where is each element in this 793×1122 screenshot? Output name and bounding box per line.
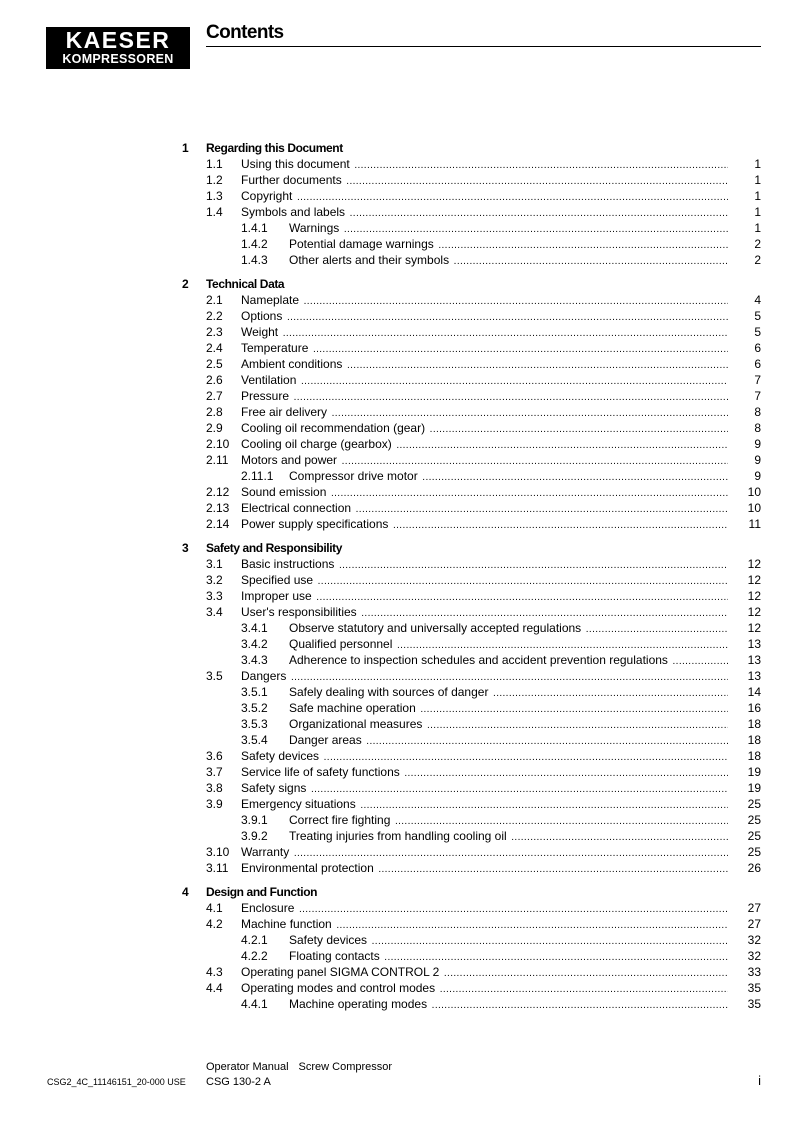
toc-entry-number: 2.7 <box>206 389 223 403</box>
toc-entry-number: 1.4.3 <box>241 253 268 267</box>
toc-entry-title-text: Cooling oil recommendation (gear) <box>241 421 428 435</box>
toc-section[interactable] <box>0 516 793 532</box>
toc-entry-title-text: Operating modes and control modes <box>241 981 438 995</box>
toc-section[interactable] <box>0 356 793 372</box>
toc-section[interactable] <box>0 500 793 516</box>
toc-entry-number: 2.11 <box>206 453 229 467</box>
toc-entry-title-text: Dangers <box>241 669 289 683</box>
toc-subsection[interactable] <box>0 716 793 732</box>
toc-entry-title-text: Safe machine operation <box>289 701 419 715</box>
toc-entry-number: 4.2.1 <box>241 933 268 947</box>
toc-entry-page: 26 <box>747 861 761 875</box>
toc-section[interactable] <box>0 484 793 500</box>
toc-chapter[interactable] <box>0 884 793 900</box>
toc-entry-page: 1 <box>754 157 761 171</box>
toc-entry-page: 9 <box>754 437 761 451</box>
toc-entry-page: 5 <box>754 309 761 323</box>
toc-subsection[interactable] <box>0 732 793 748</box>
toc-entry-title-text: Organizational measures <box>289 717 425 731</box>
toc-entry-title-text: Sound emission <box>241 485 329 499</box>
toc-entry-number: 3.6 <box>206 749 223 763</box>
toc-subsection[interactable] <box>0 636 793 652</box>
toc-entry-number: 3.5.1 <box>241 685 268 699</box>
toc-subsection[interactable] <box>0 996 793 1012</box>
toc-entry-page: 12 <box>747 573 761 587</box>
toc-entry-number: 4.2.2 <box>241 949 268 963</box>
toc-entry-page: 32 <box>747 949 761 963</box>
toc-entry-page: 13 <box>747 669 761 683</box>
toc-entry-title <box>241 860 728 878</box>
toc-entry-title-text: Floating contacts <box>289 949 383 963</box>
toc-entry-title-text: Improper use <box>241 589 315 603</box>
toc-entry-page: 1 <box>754 221 761 235</box>
toc-entry-page: 1 <box>754 173 761 187</box>
toc-entry-number: 3.11 <box>206 861 229 875</box>
toc-entry-title-text: Adherence to inspection schedules and accident prevention regulations <box>289 653 671 667</box>
toc-entry-title-text: Nameplate <box>241 293 302 307</box>
toc-section[interactable] <box>0 764 793 780</box>
toc-entry-number: 1.2 <box>206 173 223 187</box>
toc-section[interactable] <box>0 844 793 860</box>
toc-section[interactable] <box>0 900 793 916</box>
toc-entry-page: 14 <box>747 685 761 699</box>
toc-section[interactable] <box>0 572 793 588</box>
toc-entry-title-text: Warnings <box>289 221 342 235</box>
toc-section[interactable] <box>0 388 793 404</box>
toc-section[interactable] <box>0 604 793 620</box>
toc-entry-number: 4.2 <box>206 917 223 931</box>
toc-section[interactable] <box>0 404 793 420</box>
toc-entry-number: 4.4.1 <box>241 997 268 1011</box>
toc-entry-page: 9 <box>754 453 761 467</box>
toc-entry-title-text: Danger areas <box>289 733 365 747</box>
toc-entry-number: 1.1 <box>206 157 223 171</box>
toc-entry-title-text: Pressure <box>241 389 292 403</box>
toc-section[interactable] <box>0 748 793 764</box>
footer-manual-info <box>206 1061 392 1073</box>
toc-entry-page: 32 <box>747 933 761 947</box>
toc-entry-page: 16 <box>747 701 761 715</box>
toc-entry-page: 12 <box>747 557 761 571</box>
toc-entry-title-text: Correct fire fighting <box>289 813 393 827</box>
toc-section[interactable] <box>0 156 793 172</box>
toc-entry-number: 2.9 <box>206 421 223 435</box>
toc-entry-title-text: Safety devices <box>241 749 322 763</box>
toc-chapter-number: 3 <box>182 541 189 555</box>
toc-entry-page: 25 <box>747 797 761 811</box>
toc-subsection[interactable] <box>0 684 793 700</box>
toc-entry-title-text: Safety signs <box>241 781 309 795</box>
toc-entry-number: 4.4 <box>206 981 223 995</box>
toc-entry-title <box>241 516 728 534</box>
toc-entry-title-text: Environmental protection <box>241 861 377 875</box>
toc-entry-page: 7 <box>754 389 761 403</box>
toc-entry-title-text: Compressor drive motor <box>289 469 421 483</box>
toc-entry-title-text: Power supply specifications <box>241 517 391 531</box>
toc-subsection[interactable] <box>0 220 793 236</box>
toc-entry-page: 4 <box>754 293 761 307</box>
toc-entry-number: 4.1 <box>206 901 223 915</box>
toc-section[interactable] <box>0 964 793 980</box>
toc-entry-title-text: Emergency situations <box>241 797 359 811</box>
toc-entry-title-text: Ambient conditions <box>241 357 345 371</box>
toc-entry-number: 3.9 <box>206 797 223 811</box>
toc-entry-number: 3.3 <box>206 589 223 603</box>
toc-entry-page: 10 <box>747 501 761 515</box>
toc-entry-number: 3.4.1 <box>241 621 268 635</box>
toc-entry-title-text: Other alerts and their symbols <box>289 253 452 267</box>
toc-entry-page: 13 <box>747 637 761 651</box>
toc-chapter-title: Regarding this Document <box>206 141 343 155</box>
toc-entry-title-text: Temperature <box>241 341 311 355</box>
toc-entry-number: 2.4 <box>206 341 223 355</box>
toc-chapter[interactable] <box>0 540 793 556</box>
toc-entry-page: 7 <box>754 373 761 387</box>
toc-entry-number: 2.6 <box>206 373 223 387</box>
toc-subsection[interactable] <box>0 828 793 844</box>
toc-section[interactable] <box>0 780 793 796</box>
toc-entry-page: 35 <box>747 997 761 1011</box>
toc-entry-title-text: Ventilation <box>241 373 299 387</box>
toc-entry-title-text: Observe statutory and universally accepted regulations <box>289 621 584 635</box>
toc-section[interactable] <box>0 308 793 324</box>
toc-entry-title-text: Warranty <box>241 845 292 859</box>
toc-entry-page: 12 <box>747 605 761 619</box>
toc-entry-page: 18 <box>747 749 761 763</box>
toc-entry-title-text: Copyright <box>241 189 295 203</box>
toc-chapter-number: 4 <box>182 885 189 899</box>
toc-chapter-number: 2 <box>182 277 189 291</box>
toc-entry-number: 2.2 <box>206 309 223 323</box>
toc-subsection[interactable] <box>0 932 793 948</box>
footer-manual-type: Operator Manual <box>206 1061 289 1073</box>
toc-entry-title-text: Safely dealing with sources of danger <box>289 685 491 699</box>
toc-entry-page: 25 <box>747 829 761 843</box>
toc-entry-page: 33 <box>747 965 761 979</box>
toc-chapter-title: Technical Data <box>206 277 285 291</box>
toc-section[interactable] <box>0 204 793 220</box>
toc-entry-page: 35 <box>747 981 761 995</box>
toc-entry-number: 3.2 <box>206 573 223 587</box>
footer-page-number: i <box>758 1073 761 1088</box>
toc-entry-page: 2 <box>754 237 761 251</box>
toc-entry-title-text: Options <box>241 309 285 323</box>
toc-entry-title-text: Specified use <box>241 573 316 587</box>
toc-entry-title <box>289 252 728 270</box>
toc-entry-number: 3.8 <box>206 781 223 795</box>
toc-entry-number: 2.1 <box>206 293 223 307</box>
toc-entry-title-text: Safety devices <box>289 933 370 947</box>
footer-product: Screw Compressor <box>298 1061 393 1073</box>
toc-entry-number: 3.4 <box>206 605 223 619</box>
toc-subsection[interactable] <box>0 236 793 252</box>
toc-entry-page: 18 <box>747 733 761 747</box>
toc-entry-title-text: Service life of safety functions <box>241 765 403 779</box>
toc-entry-number: 3.5.4 <box>241 733 268 747</box>
kaeser-logo <box>46 27 190 69</box>
page-title: Contents <box>206 22 284 43</box>
toc-chapter-title: Safety and Responsibility <box>206 541 343 555</box>
toc-entry-number: 2.12 <box>206 485 230 499</box>
footer-doc-code: CSG2_4C_11146151_20-000 USE <box>47 1077 186 1087</box>
toc-entry-page: 18 <box>747 717 761 731</box>
table-of-contents <box>0 140 793 1012</box>
toc-entry-page: 8 <box>754 421 761 435</box>
toc-entry-page: 5 <box>754 325 761 339</box>
toc-entry-title <box>289 996 728 1014</box>
toc-section[interactable] <box>0 324 793 340</box>
toc-section[interactable] <box>0 452 793 468</box>
toc-entry-title-text: Cooling oil charge (gearbox) <box>241 437 395 451</box>
toc-entry-page: 12 <box>747 589 761 603</box>
toc-section[interactable] <box>0 172 793 188</box>
toc-entry-title-text: Treating injuries from handling cooling oil <box>289 829 510 843</box>
logo-line1: KAESER <box>65 27 171 53</box>
toc-entry-number: 3.9.1 <box>241 813 268 827</box>
toc-entry-page: 9 <box>754 469 761 483</box>
toc-subsection[interactable] <box>0 652 793 668</box>
toc-entry-page: 12 <box>747 621 761 635</box>
toc-entry-page: 19 <box>747 765 761 779</box>
toc-entry-title-text: Free air delivery <box>241 405 330 419</box>
toc-entry-number: 3.7 <box>206 765 223 779</box>
toc-entry-number: 3.4.2 <box>241 637 268 651</box>
toc-entry-number: 3.5.2 <box>241 701 268 715</box>
toc-entry-number: 1.4.1 <box>241 221 268 235</box>
toc-section[interactable] <box>0 420 793 436</box>
toc-entry-page: 19 <box>747 781 761 795</box>
toc-chapter[interactable] <box>0 140 793 156</box>
logo-line2: KOMPRESSOREN <box>62 52 174 66</box>
toc-section[interactable] <box>0 436 793 452</box>
toc-section[interactable] <box>0 796 793 812</box>
toc-entry-number: 4.3 <box>206 965 223 979</box>
toc-entry-number: 1.4 <box>206 205 223 219</box>
toc-chapter[interactable] <box>0 276 793 292</box>
toc-section[interactable] <box>0 668 793 684</box>
toc-entry-number: 1.4.2 <box>241 237 268 251</box>
toc-entry-number: 2.3 <box>206 325 223 339</box>
toc-entry-number: 1.3 <box>206 189 223 203</box>
toc-section[interactable] <box>0 188 793 204</box>
toc-entry-title-text: Using this document <box>241 157 353 171</box>
toc-entry-page: 13 <box>747 653 761 667</box>
toc-entry-title-text: Machine function <box>241 917 335 931</box>
toc-chapter-number: 1 <box>182 141 189 155</box>
toc-entry-title-text: Basic instructions <box>241 557 337 571</box>
toc-section[interactable] <box>0 980 793 996</box>
toc-entry-title-text: Electrical connection <box>241 501 354 515</box>
toc-entry-page: 6 <box>754 341 761 355</box>
toc-subsection[interactable] <box>0 700 793 716</box>
toc-entry-title-text: Potential damage warnings <box>289 237 437 251</box>
toc-entry-page: 1 <box>754 205 761 219</box>
toc-entry-number: 3.5 <box>206 669 223 683</box>
toc-entry-number: 2.5 <box>206 357 223 371</box>
toc-entry-title-text: Qualified personnel <box>289 637 395 651</box>
toc-entry-page: 25 <box>747 845 761 859</box>
toc-entry-page: 10 <box>747 485 761 499</box>
toc-section[interactable] <box>0 292 793 308</box>
toc-entry-number: 3.4.3 <box>241 653 268 667</box>
toc-subsection[interactable] <box>0 252 793 268</box>
toc-subsection[interactable] <box>0 468 793 484</box>
toc-entry-title-text: Enclosure <box>241 901 297 915</box>
toc-entry-page: 2 <box>754 253 761 267</box>
toc-entry-title-text: Motors and power <box>241 453 340 467</box>
toc-section[interactable] <box>0 916 793 932</box>
toc-entry-number: 2.13 <box>206 501 230 515</box>
toc-entry-number: 2.10 <box>206 437 230 451</box>
toc-entry-number: 3.10 <box>206 845 230 859</box>
toc-entry-page: 1 <box>754 189 761 203</box>
toc-entry-number: 3.1 <box>206 557 223 571</box>
toc-entry-title-text: Weight <box>241 325 281 339</box>
toc-section[interactable] <box>0 340 793 356</box>
toc-entry-page: 6 <box>754 357 761 371</box>
toc-section[interactable] <box>0 372 793 388</box>
toc-entry-title-text: Symbols and labels <box>241 205 348 219</box>
toc-subsection[interactable] <box>0 948 793 964</box>
toc-section[interactable] <box>0 860 793 876</box>
footer-model: CSG 130-2 A <box>206 1076 271 1088</box>
toc-entry-page: 11 <box>748 517 761 531</box>
toc-section[interactable] <box>0 556 793 572</box>
toc-subsection[interactable] <box>0 812 793 828</box>
toc-entry-title-text: Operating panel SIGMA CONTROL 2 <box>241 965 442 979</box>
header-rule <box>206 46 761 47</box>
toc-entry-title-text: User's responsibilities <box>241 605 360 619</box>
toc-section[interactable] <box>0 588 793 604</box>
toc-entry-number: 2.8 <box>206 405 223 419</box>
toc-entry-number: 2.11.1 <box>241 469 274 483</box>
toc-entry-page: 27 <box>747 901 761 915</box>
toc-entry-number: 3.5.3 <box>241 717 268 731</box>
toc-entry-title-text: Machine operating modes <box>289 997 430 1011</box>
toc-chapter-title: Design and Function <box>206 885 318 899</box>
toc-entry-number: 2.14 <box>206 517 230 531</box>
toc-entry-page: 8 <box>754 405 761 419</box>
toc-entry-number: 3.9.2 <box>241 829 268 843</box>
toc-entry-title-text: Further documents <box>241 173 345 187</box>
toc-entry-page: 27 <box>747 917 761 931</box>
toc-subsection[interactable] <box>0 620 793 636</box>
toc-entry-page: 25 <box>747 813 761 827</box>
